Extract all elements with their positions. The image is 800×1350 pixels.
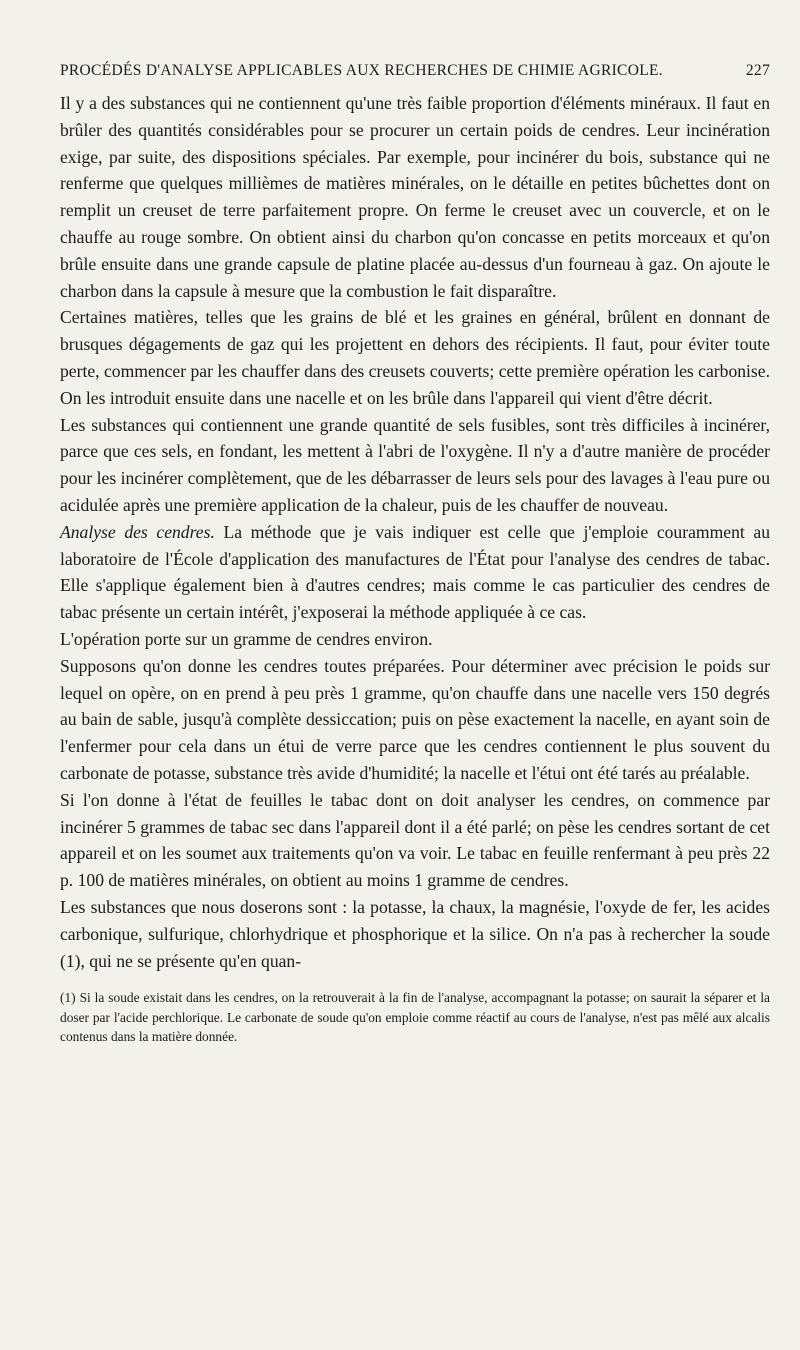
paragraph-1: Il y a des substances qui ne contiennent qu'une très faible proportion d'éléments minéraux. Il faut en brûler des quantités considérables pour se procurer un certain poids de cendres. Leur incinération exige, par suite, des dispositions spéciales. Par exemple, pour incinérer du bois, substance qui ne renferme que quelques millièmes de matières minérales, on le détaille en petites bûchettes dont on remplit un creuset de terre parfaitement propre. On ferme le creuset avec un couvercle, et on le chauffe au rouge sombre. On obtient ainsi du charbon qu'on concasse en petits morceaux et qu'on brûle ensuite dans une grande capsule de platine placée au-dessus d'un fourneau à gaz. On ajoute le charbon dans la capsule à mesure que la combustion le fait disparaître. — [60, 93, 770, 301]
paragraph-7: Si l'on donne à l'état de feuilles le tabac dont on doit analyser les cendres, on commence par incinérer 5 grammes de tabac sec dans l'appareil dont il a été parlé; on pèse les cendres sortant de cet appareil et on les soumet aux traitements qu'on va voir. Le tabac en feuille renfermant à peu près 22 p. 100 de matières minérales, on obtient au moins 1 gramme de cendres. — [60, 789, 770, 891]
running-title: PROCÉDÉS D'ANALYSE APPLICABLES AUX RECHERCHES DE CHIMIE AGRICOLE. — [60, 62, 663, 79]
paragraph-4: Analyse des cendres. La méthode que je vais indiquer est celle que j'emploie couramment au laboratoire de l'École d'application des manufactures de l'État pour l'analyse des cendres de tabac. Elle s'applique également bien à d'autres cendres; mais comme le cas particulier des cendres de tabac présente un certain intérêt, j'exposerai la méthode appliquée à ce cas. — [60, 521, 770, 623]
body-text — [60, 90, 770, 974]
paragraph-5: L'opération porte sur un gramme de cendres environ. — [60, 628, 433, 649]
paragraph-3: Les substances qui contiennent une grande quantité de sels fusibles, sont très difficiles à incinérer, parce que ces sels, en fondant, les mettent à l'abri de l'oxygène. Il n'y a d'autre manière de procéder pour les incinérer complètement, que de les débarrasser de leurs sels pour des lavages à l'eau pure ou acidulée après une première application de la chaleur, puis de les chauffer de nouveau. — [60, 414, 770, 515]
section-heading-italic: Analyse des cendres. — [60, 521, 215, 542]
page-number: 227 — [745, 62, 770, 79]
running-header — [60, 62, 770, 80]
paragraph-2: Certaines matières, telles que les grains de blé et les graines en général, brûlent en donnant de brusques dégagements de gaz qui les projettent en dehors des récipients. Il faut, pour éviter toute perte, commencer par les chauffer dans des creusets couverts; cette première opération les carbonise. On les introduit ensuite dans une nacelle et on les brûle dans l'appareil qui vient d'être décrit. — [60, 307, 770, 408]
paragraph-6: Supposons qu'on donne les cendres toutes préparées. Pour déterminer avec précision le poids sur lequel on opère, on en prend à peu près 1 gramme, qu'on chauffe dans une nacelle vers 150 degrés au bain de sable, jusqu'à complète dessiccation; puis on pèse exactement la nacelle, en ayant soin de l'enfermer pour cela dans un étui de verre parce que les cendres contiennent le plus souvent du carbonate de potasse, substance très avide d'humidité; la nacelle et l'étui ont été tarés au préalable. — [60, 655, 770, 783]
footnote: (1) Si la soude existait dans les cendres, on la retrouverait à la fin de l'analyse, accompagnant la potasse; on saurait la séparer et la doser par l'acide perchlorique. Le carbonate de soude qu'on emploie comme réactif au cours de l'analyse, n'est pas mêlé aux alcalis contenus dans la matière donnée. — [60, 990, 770, 1045]
paragraph-8: Les substances que nous doserons sont : la potasse, la chaux, la magnésie, l'oxyde de fer, les acides carbonique, sulfurique, chlorhydrique et phosphorique et la silice. On n'a pas à rechercher la soude (1), qui ne se présente qu'en quan- — [60, 896, 770, 971]
